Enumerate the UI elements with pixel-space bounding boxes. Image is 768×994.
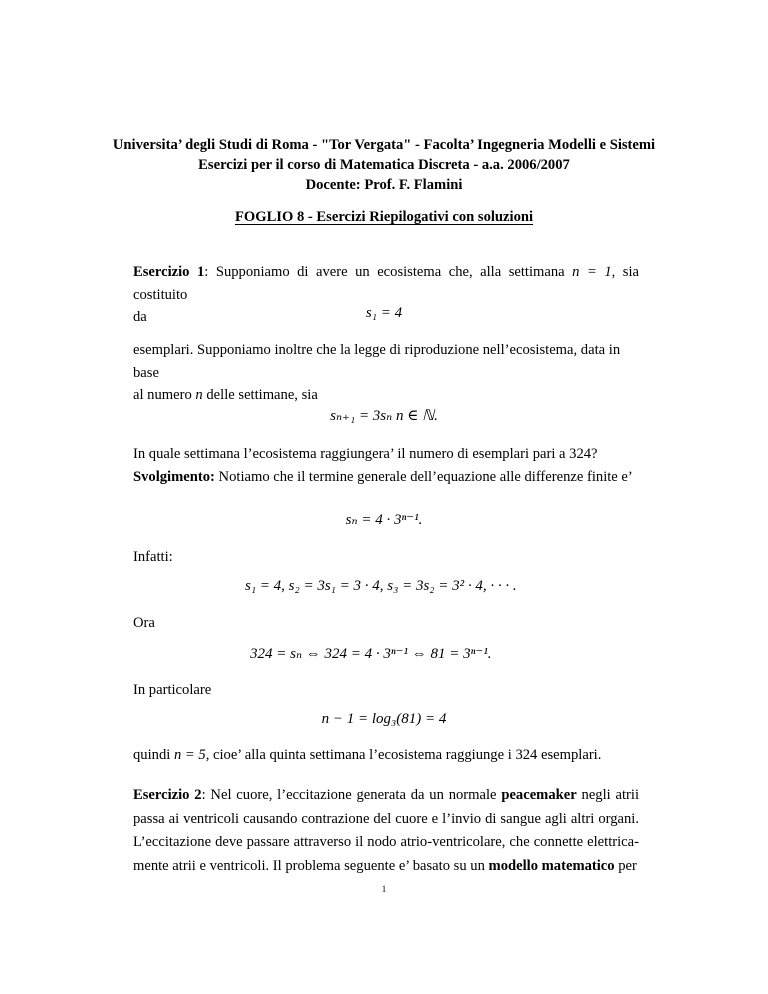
ex1-question-block [133,443,639,488]
ex1-law [133,339,639,407]
ex1-n1: n = 1 [572,264,612,280]
ex1-n: n [195,387,203,403]
ex1-conclusion-text-2: , cioe’ alla quinta settimana l’ecosistema raggiunge i [205,747,512,763]
ex1-intro-text-3: da [133,309,147,325]
eq-log: n − 1 = log₃(81) = 4 [321,711,447,727]
header-course: Esercizi per il corso di Matematica Discreta - a.a. 2006/2007 [198,157,570,173]
eq-infatti: s₁ = 4, s₂ = 3s₁ = 3 · 4, s₃ = 3s₂ = 3² · 4, · · · . [245,578,517,594]
ex1-intro-text: : Supponiamo di avere un ecosistema che, alla settimana [204,264,565,280]
eq-s1: s₁ = 4 [365,305,403,321]
ex2-label: Esercizio 2 [133,787,202,803]
ex1-question: In quale settimana l’ecosistema raggiungera’ il numero di esemplari pari a 324? [133,446,598,462]
ex1-law-text-2: al numero [133,387,192,403]
ex1-324: 324 [515,747,538,763]
in-particolare-label: In particolare [133,682,212,698]
ex1-conclusion [133,744,639,767]
ex1-label: Esercizio 1 [133,264,205,280]
ex1-law-text-3: delle settimane, sia [206,387,318,403]
header-university: Universita’ degli Studi di Roma - "Tor Vergata" - Facolta’ Ingegneria Modelli e Sistemi [112,137,656,153]
ex2-paragraph [133,784,639,878]
infatti-label: Infatti: [133,549,173,565]
ex1-law-text: esemplari. Supponiamo inoltre che la legge di riproduzione nell’ecosistema, data in base [133,342,621,381]
ex2-text-1: : Nel cuore, l’eccitazione generata da un normale [201,787,497,803]
ex2-peacemaker: peacemaker [501,787,577,803]
header-teacher: Docente: Prof. F. Flamini [305,177,463,193]
sheet-title-text: FOGLIO 8 - Esercizi Riepilogativi con soluzioni [234,209,534,225]
ex1-conclusion-text-3: esemplari. [541,747,602,763]
ex1-solution-text: Notiamo che il termine generale dell’equazione alle differenze finite e’ [218,468,633,485]
ex1-n5: n = 5 [173,747,206,763]
ex2-text-5: mente atrii e ventricoli. Il problema seguente e’ basato su un [133,857,485,874]
ex1-solution-label: Svolgimento: [133,468,215,485]
eq-recurrence: sₙ₊₁ = 3sₙ n ∈ ℕ. [330,408,438,424]
ex2-text-6: per [618,857,637,874]
ex1-conclusion-text: quindi [133,747,171,763]
ora-label: Ora [133,615,155,631]
eq-general-term: sₙ = 4 · 3ⁿ⁻¹. [345,512,423,528]
eq-ora: 324 = sₙ ⇔ 324 = 4 · 3ⁿ⁻¹ ⇔ 81 = 3ⁿ⁻¹. [250,646,492,662]
ex2-text-3: passa ai ventricoli causando contrazione del cuore e l’invio di sangue agli altri organi. [133,810,639,827]
page-number: 1 [381,884,387,894]
ex2-text-4: L’eccitazione deve passare attraverso il nodo atrio-ventricolare, che connette elettrica- [133,834,639,850]
sheet-title [0,209,768,226]
ex2-text-2: negli atrii [581,787,639,803]
ex2-math-model: modello matematico [488,857,615,874]
ex1-intro-text-2: , sia costituito [133,264,639,303]
